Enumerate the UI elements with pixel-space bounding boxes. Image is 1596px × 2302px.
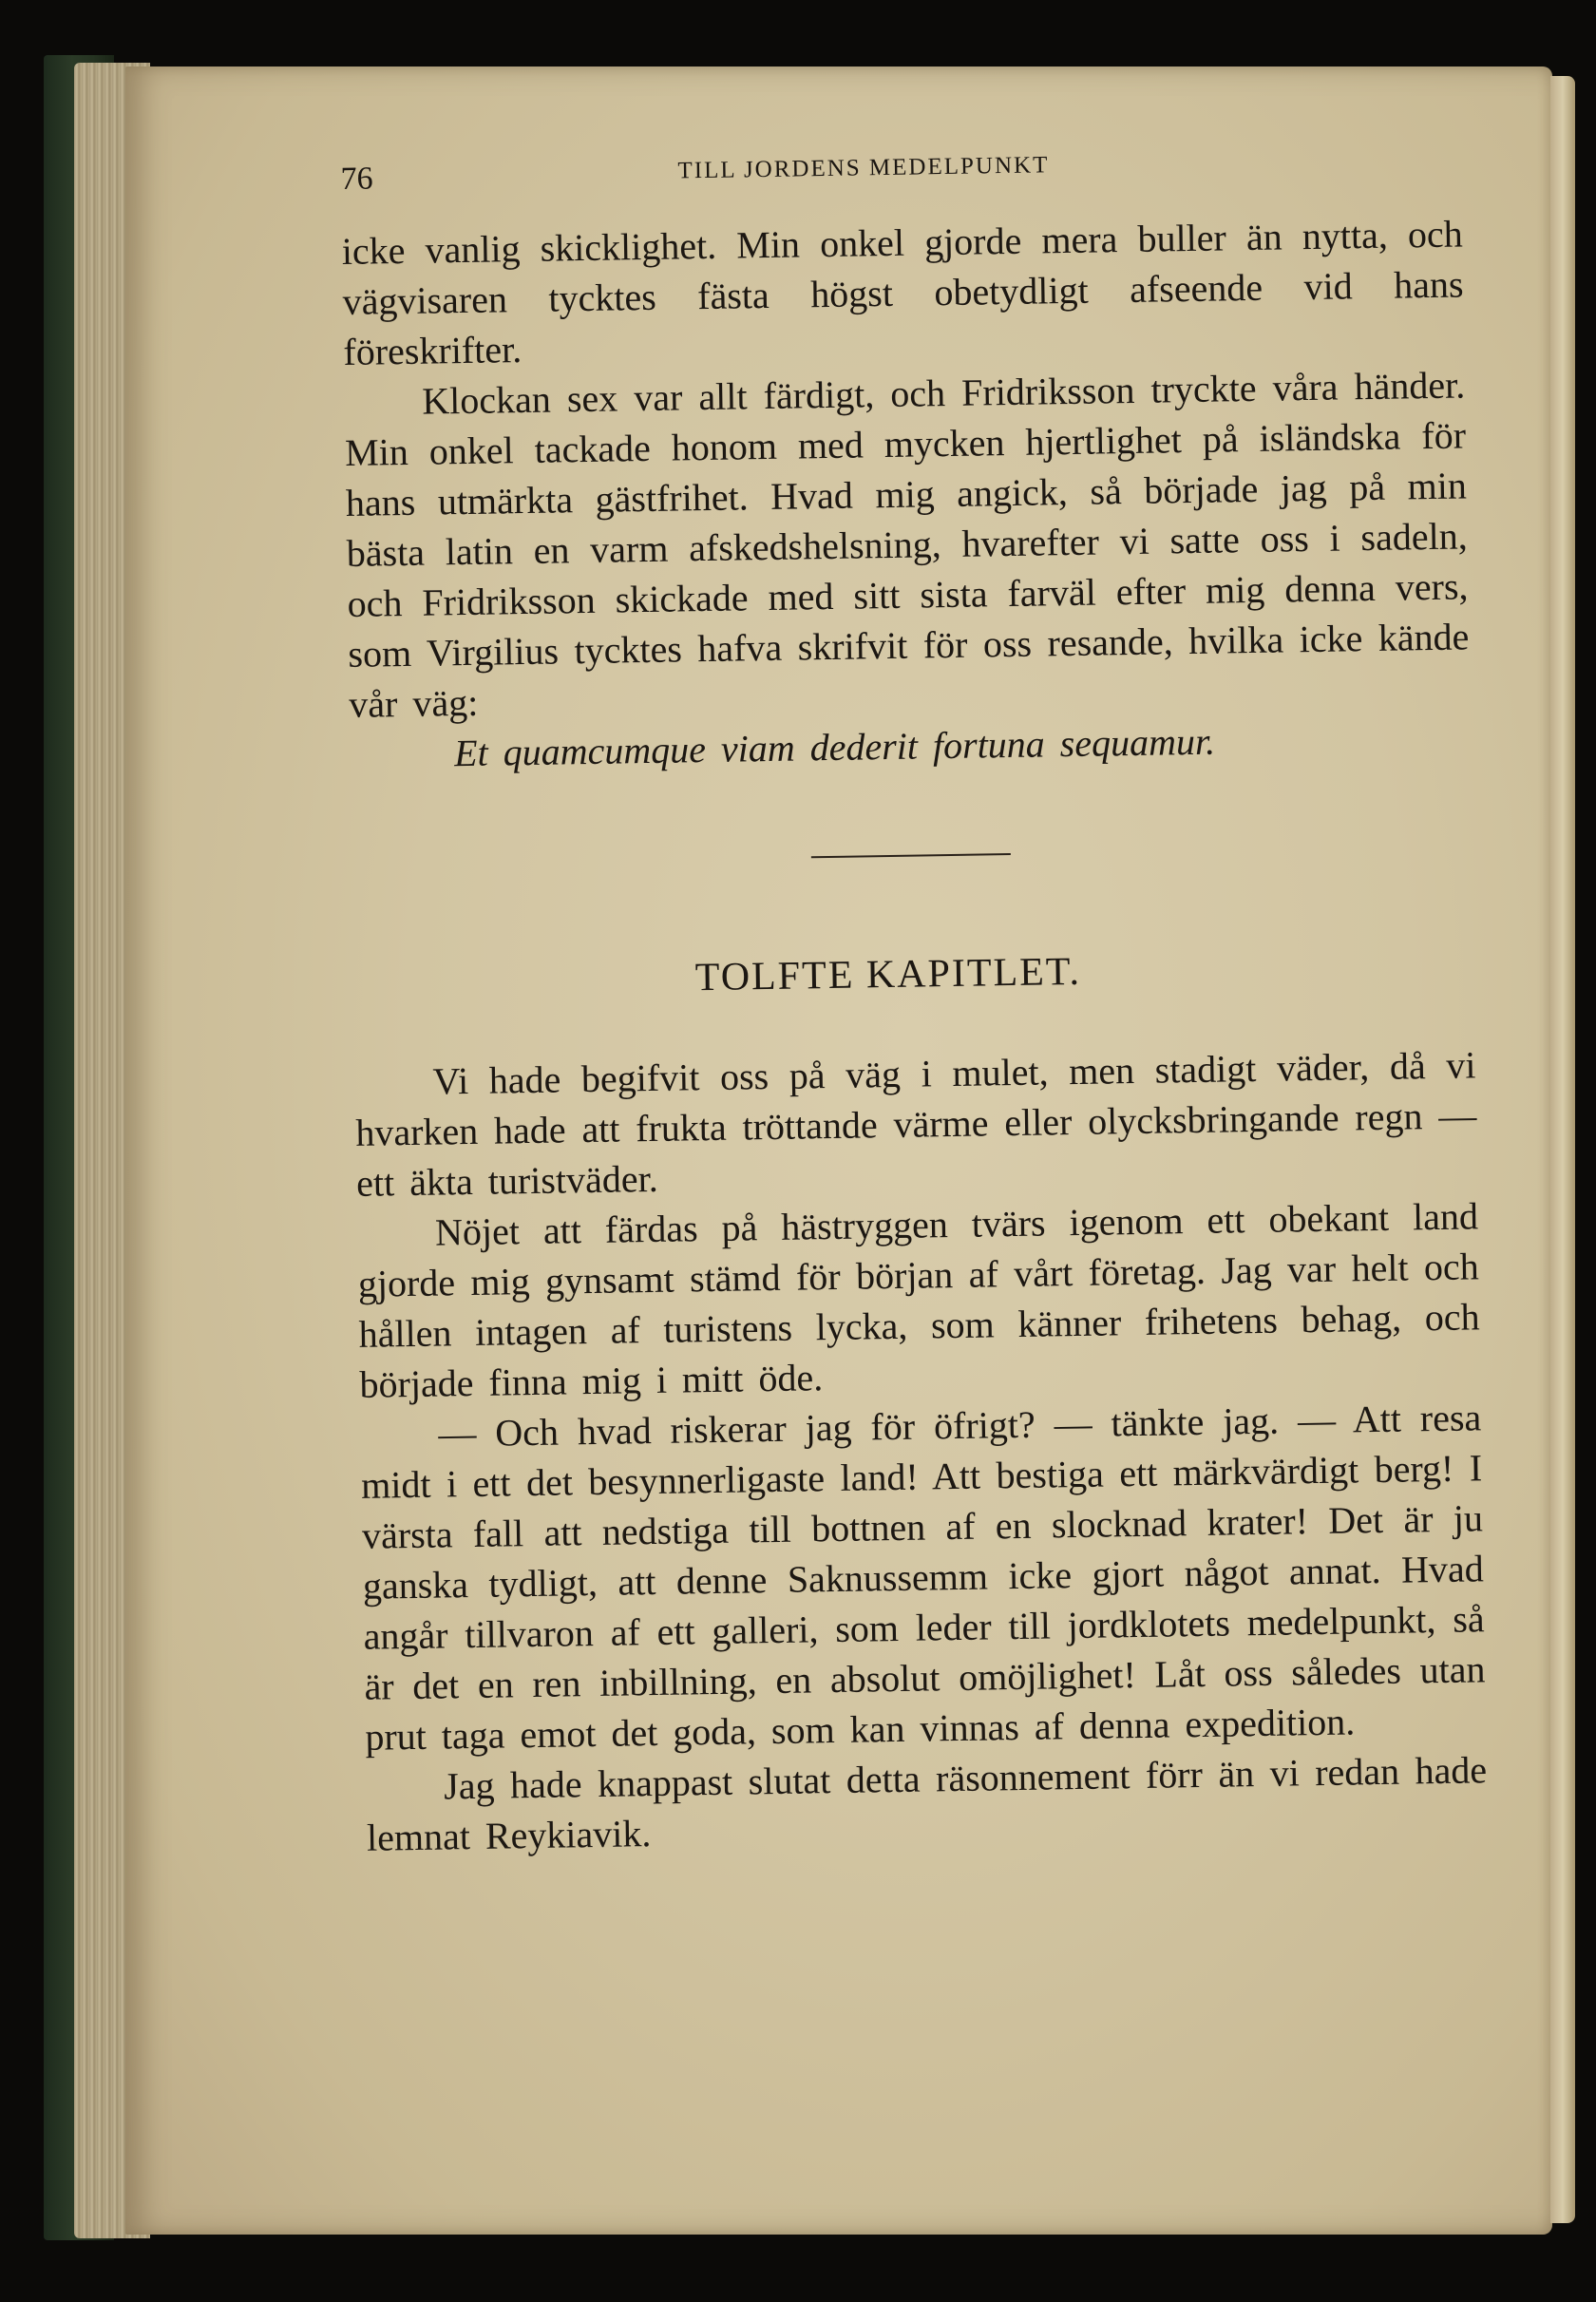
paragraph: Klockan sex var allt färdigt, och Fridriksson tryckte våra händer. Min onkel tackade honom med mycken hjertlighet på isländska för hans utmärkta gästfrihet. Hvad mig angick, så började jag på min bästa latin en varm afskedshelsning, hvarefter vi satte oss i sadeln, och Fridriksson skickade med sitt sista farväl efter mig denna vers, som Virgilius tycktes hafva skrifvit för oss resande, hvilka icke kände vår väg:: [344, 363, 1470, 726]
right-page-edge: [1550, 76, 1575, 2223]
page-number: 76: [340, 161, 373, 197]
paragraph: Vi hade begifvit oss på väg i mulet, men stadigt väder, då vi hvarken hade att frukta tröttande värme eller olycksbringande regn — ett äkta turistväder.: [355, 1043, 1477, 1205]
paragraph: icke vanlig skicklighet. Min onkel gjorde mera buller än nytta, och vägvisaren tycktes fästa högst obetydligt afseende vid hans föreskrifter.: [341, 212, 1464, 373]
paragraph: — Och hvad riskerar jag för öfrigt? — tänkte jag. — Att resa midt i ett det besynnerligaste land! Att bestiga ett märkvärdigt berg! I värsta fall att nedstiga till bottnen af en slocknad krater! Det är ju ganska tydligt, att denne Saknussemm icke gjort något annat. Hvad angår tillvaron af ett galleri, som leder till jordklotets medelpunkt, så är det en ren inbillning, en absolut omöjlighet! Låt oss således utan prut taga emot det goda, som kan vinnas af denna expedition.: [360, 1396, 1486, 1759]
paragraph: Jag hade knappast slutat detta räsonnement förr än vi redan hade lemnat Reykiavik.: [366, 1748, 1488, 1859]
running-title: TILL JORDENS MEDELPUNKT: [677, 152, 1050, 184]
section-divider: [811, 853, 1011, 858]
chapter-title: TOLFTE KAPITLET.: [694, 949, 1082, 1000]
latin-quote: Et quamcumque viam dederit fortuna sequamur.: [453, 719, 1216, 775]
paragraph: Nöjet att färdas på hästryggen tvärs igenom ett obekant land gjorde mig gynsamt stämd för början af vårt företag. Jag var helt och hållen intagen af turistens lycka, som känner frihetens behag, och började finna mig i mitt öde.: [357, 1194, 1480, 1406]
page-content: [340, 124, 1488, 1862]
